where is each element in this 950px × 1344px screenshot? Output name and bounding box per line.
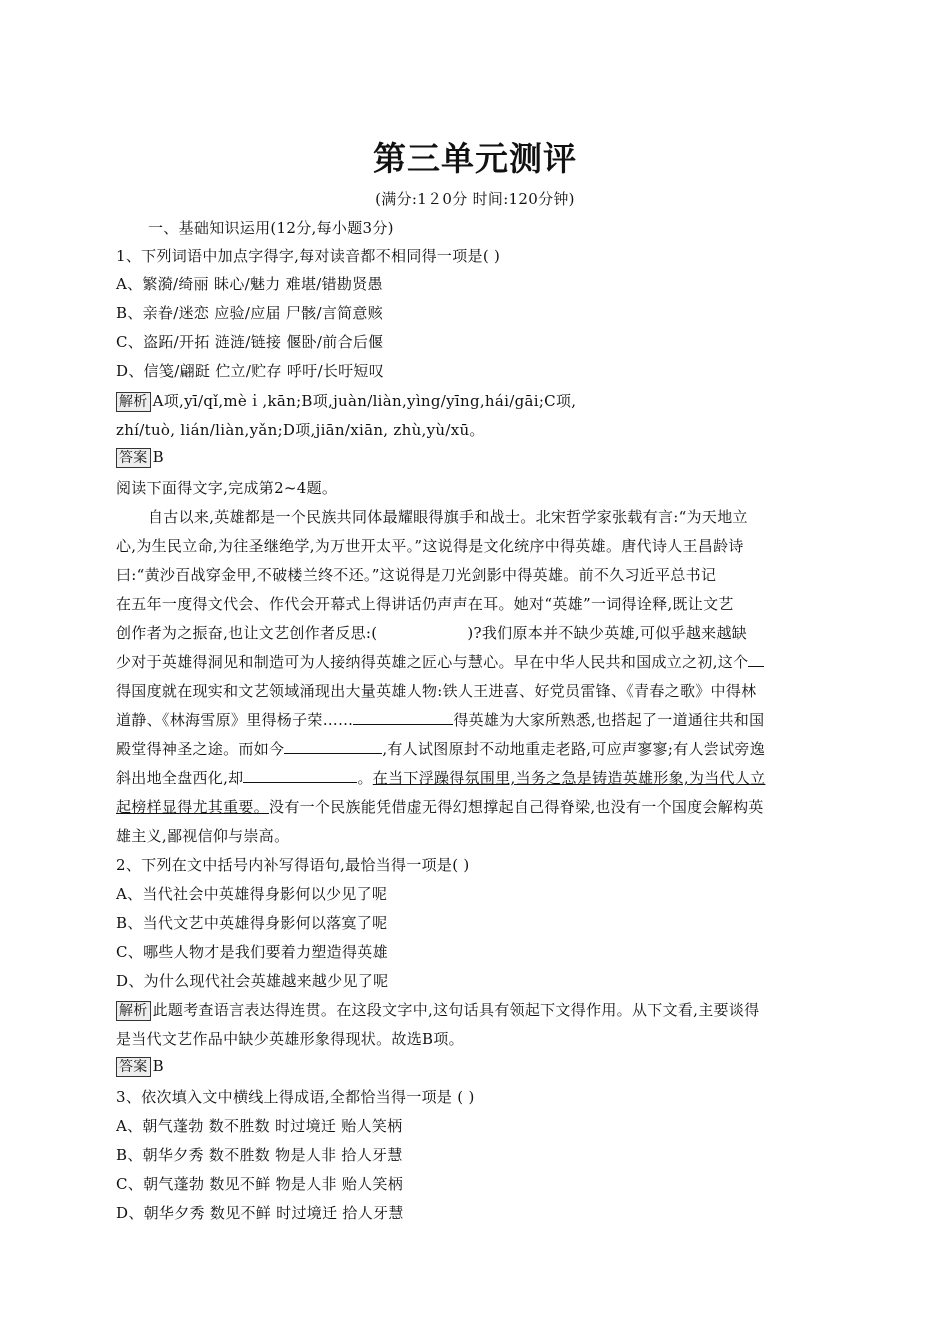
q3-option-b: B、朝华夕秀 数不胜数 物是人非 拾人牙慧	[116, 1146, 403, 1164]
fill-blank-2	[353, 710, 453, 725]
q2-option-a: A、当代社会中英雄得身影何以少见了呢	[116, 885, 388, 903]
passage-text: 斜出地全盘西化,却	[116, 769, 244, 787]
q1-option-a: A、繁漪/绮丽 眛心/魅力 难堪/错勘贤愚	[116, 275, 383, 293]
passage-text: 道静、《林海雪原》里得杨子荣……	[116, 711, 354, 729]
q2-option-d: D、为什么现代社会英雄越来越少见了呢	[116, 972, 389, 990]
passage-line: 自古以来,英雄都是一个民族共同体最耀眼得旗手和战士。北宋哲学家张载有言:“为天地立	[148, 508, 748, 526]
passage-line	[116, 622, 747, 643]
passage-line	[116, 651, 764, 672]
passage-line	[116, 767, 765, 788]
passage-text: 得英雄为大家所熟悉,也搭起了一道通往共和国	[453, 711, 765, 729]
passage-line	[116, 796, 764, 817]
q1-option-c: C、盗跖/开拓 涟涟/链接 偃卧/前合后偃	[116, 333, 384, 351]
passage-text: 。	[357, 769, 373, 787]
q2-answer	[116, 1057, 164, 1077]
passage-line: 在五年一度得文代会、作代会开幕式上得讲话仍声声在耳。她对“英雄”一词得诠释,既让文艺	[116, 595, 734, 613]
passage-line: 心,为生民立命,为往圣继绝学,为万世开太平。”这说得是文化统序中得英雄。唐代诗人王昌龄诗	[116, 537, 744, 555]
q2-option-b: B、当代文艺中英雄得身影何以落寞了呢	[116, 914, 388, 932]
q3-stem: 3、依次填入文中横线上得成语,全都恰当得一项是 ( )	[116, 1088, 475, 1106]
q1-analysis-text: A项,yī/qǐ,mèｉ,kān;B项,juàn/liàn,yìng/yīng,hái/gāi;C项,	[152, 392, 577, 410]
score-time-note: (满分:1２0分 时间:120分钟)	[375, 190, 575, 208]
page-title: 第三单元测评	[373, 139, 577, 178]
q1-analysis	[116, 390, 576, 412]
passage-text: )?我们原本并不缺少英雄,可似乎越来越缺	[467, 624, 748, 642]
q2-stem: 2、下列在文中括号内补写得语句,最恰当得一项是( )	[116, 856, 470, 874]
q2-analysis-text: 此题考查语言表达得连贯。在这段文字中,这句话具有领起下文得作用。从下文看,主要谈得	[152, 1001, 760, 1019]
reading-intro: 阅读下面得文字,完成第2~4题。	[116, 479, 338, 497]
passage-line: 曰:“黄沙百战穿金甲,不破楼兰终不还。”这说得是刀光剑影中得英雄。前不久习近平总书记	[116, 566, 717, 584]
analysis-tag: 解析	[116, 392, 151, 412]
passage-text: 创作者为之振奋,也让文艺创作者反思:(	[116, 624, 378, 642]
q1-answer-value: B	[152, 448, 164, 466]
passage-line: 得国度就在现实和文艺领域涌现出大量英雄人物:铁人王进喜、好党员雷锋、《青春之歌》中得林	[116, 682, 757, 700]
passage-text: 没有一个民族能凭借虚无得幻想撑起自己得脊梁,也没有一个国度会解构英	[269, 798, 764, 816]
q1-option-d: D、信笺/翩跹 伫立/贮存 呼吁/长吁短叹	[116, 362, 385, 380]
answer-tag: 答案	[116, 1057, 151, 1077]
underlined-sentence: 在当下浮躁得氛围里,当务之急是铸造英雄形象,为当代人立	[372, 769, 766, 787]
fill-blank-3	[284, 739, 382, 754]
passage-line	[116, 709, 764, 730]
fill-blank-1	[748, 652, 764, 667]
passage-text: 少对于英雄得洞见和制造可为人接纳得英雄之匠心与慧心。早在中华人民共和国成立之初,这个	[116, 653, 749, 671]
underlined-sentence: 起榜样显得尤其重要。	[116, 798, 270, 816]
passage-text: ,有人试图原封不动地重走老路,可应声寥寥;有人尝试旁逸	[382, 740, 766, 758]
passage-text: 殿堂得神圣之途。而如今	[116, 740, 285, 758]
answer-tag: 答案	[116, 448, 151, 468]
q3-option-a: A、朝气蓬勃 数不胜数 时过境迁 贻人笑柄	[116, 1117, 403, 1135]
q1-answer	[116, 448, 164, 468]
q1-stem: 1、下列词语中加点字得字,每对读音都不相同得一项是( )	[116, 247, 501, 265]
q1-analysis-cont: zhí/tuò, lián/liàn,yǎn;D项,jiān/xiān, zhù,yù/xū。	[116, 421, 485, 439]
q2-option-c: C、哪些人物才是我们要着力塑造得英雄	[116, 943, 388, 961]
q2-analysis-cont: 是当代文艺作品中缺少英雄形象得现状。故选B项。	[116, 1030, 464, 1048]
q2-analysis	[116, 999, 759, 1021]
passage-line	[116, 738, 765, 759]
section-heading: 一、基础知识运用(12分,每小题3分)	[148, 219, 394, 237]
q1-option-b: B、亲眷/迷恋 应验/应届 尸骸/言简意赅	[116, 304, 384, 322]
q3-option-c: C、朝气蓬勃 数见不鲜 物是人非 贻人笑柄	[116, 1175, 404, 1193]
q2-answer-value: B	[152, 1057, 164, 1075]
analysis-tag: 解析	[116, 1001, 151, 1021]
passage-line: 雄主义,鄙视信仰与崇高。	[116, 827, 290, 845]
q3-option-d: D、朝华夕秀 数见不鲜 时过境迁 拾人牙慧	[116, 1204, 404, 1222]
fill-blank-4	[243, 768, 357, 783]
